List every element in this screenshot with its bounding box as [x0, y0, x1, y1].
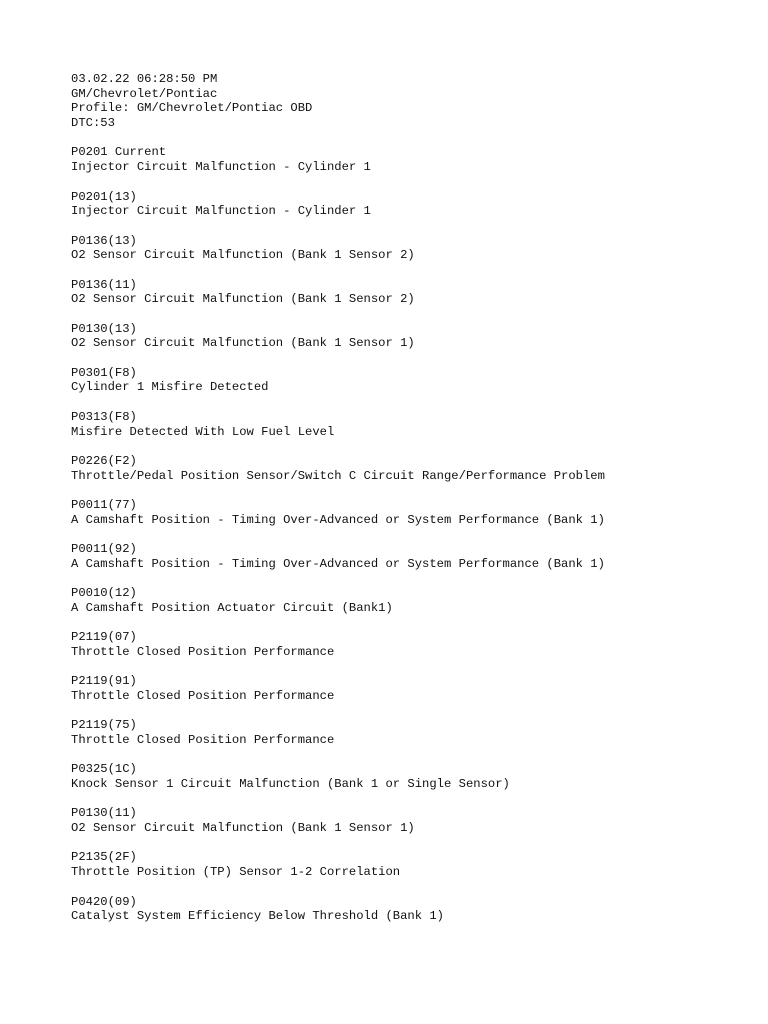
dtc-code: P0201 Current — [71, 145, 167, 160]
dtc-code: P0301(F8) — [71, 365, 137, 380]
dtc-code: P2119(07) — [71, 630, 137, 645]
dtc-description: A Camshaft Position - Timing Over-Advanced or System Performance (Bank 1) — [71, 512, 605, 527]
dtc-entry — [71, 145, 768, 174]
dtc-code: P0011(77) — [71, 497, 137, 512]
dtc-description: O2 Sensor Circuit Malfunction (Bank 1 Sensor 2) — [71, 248, 415, 263]
dtc-description: Throttle Position (TP) Sensor 1-2 Correlation — [71, 865, 401, 880]
dtc-code: P2119(91) — [71, 674, 137, 689]
dtc-description: O2 Sensor Circuit Malfunction (Bank 1 Sensor 1) — [71, 821, 415, 836]
dtc-code: P0010(12) — [71, 586, 137, 601]
dtc-entry — [71, 806, 768, 835]
dtc-code: P0313(F8) — [71, 409, 137, 424]
dtc-entry — [71, 542, 768, 571]
dtc-description: Injector Circuit Malfunction - Cylinder 1 — [71, 160, 371, 175]
dtc-code: P0325(1C) — [71, 762, 137, 777]
dtc-description: Throttle Closed Position Performance — [71, 688, 335, 703]
dtc-description: Cylinder 1 Misfire Detected — [71, 380, 269, 395]
dtc-description: Throttle Closed Position Performance — [71, 644, 335, 659]
dtc-code: P0130(11) — [71, 806, 137, 821]
dtc-entry — [71, 410, 768, 439]
dtc-entry — [71, 278, 768, 307]
dtc-entry — [71, 454, 768, 483]
dtc-description: Throttle/Pedal Position Sensor/Switch C Circuit Range/Performance Problem — [71, 468, 605, 483]
dtc-code: P0420(09) — [71, 894, 137, 909]
dtc-entry — [71, 586, 768, 615]
dtc-entry — [71, 762, 768, 791]
dtc-code: P0136(13) — [71, 233, 137, 248]
dtc-description: O2 Sensor Circuit Malfunction (Bank 1 Sensor 2) — [71, 292, 415, 307]
dtc-code: P0136(11) — [71, 277, 137, 292]
dtc-entry — [71, 718, 768, 747]
dtc-description: Catalyst System Efficiency Below Threshold (Bank 1) — [71, 909, 444, 924]
dtc-description: A Camshaft Position Actuator Circuit (Bank1) — [71, 600, 393, 615]
dtc-description: Throttle Closed Position Performance — [71, 732, 335, 747]
dtc-entry — [71, 322, 768, 351]
dtc-entry — [71, 850, 768, 879]
dtc-description: O2 Sensor Circuit Malfunction (Bank 1 Sensor 1) — [71, 336, 415, 351]
dtc-entry — [71, 498, 768, 527]
dtc-description: A Camshaft Position - Timing Over-Advanced or System Performance (Bank 1) — [71, 556, 605, 571]
dtc-count: DTC:53 — [71, 116, 115, 131]
report-header — [71, 72, 768, 131]
dtc-entry — [71, 190, 768, 219]
dtc-entry — [71, 630, 768, 659]
dtc-description: Knock Sensor 1 Circuit Malfunction (Bank 1 or Single Sensor) — [71, 777, 510, 791]
dtc-entry — [71, 895, 768, 924]
dtc-code: P0011(92) — [71, 542, 137, 556]
dtc-code: P2135(2F) — [71, 850, 137, 865]
report-datetime: 03.02.22 06:28:50 PM — [71, 72, 218, 86]
vehicle-make: GM/Chevrolet/Pontiac — [71, 86, 218, 101]
dtc-description: Injector Circuit Malfunction - Cylinder 1 — [71, 204, 371, 219]
scan-profile: Profile: GM/Chevrolet/Pontiac OBD — [71, 101, 313, 116]
dtc-entry — [71, 234, 768, 263]
dtc-description: Misfire Detected With Low Fuel Level — [71, 424, 335, 439]
dtc-entry — [71, 674, 768, 703]
dtc-list — [71, 145, 768, 923]
dtc-code: P2119(75) — [71, 718, 137, 733]
dtc-code: P0226(F2) — [71, 453, 137, 468]
dtc-code: P0130(13) — [71, 321, 137, 336]
dtc-code: P0201(13) — [71, 189, 137, 204]
dtc-entry — [71, 366, 768, 395]
